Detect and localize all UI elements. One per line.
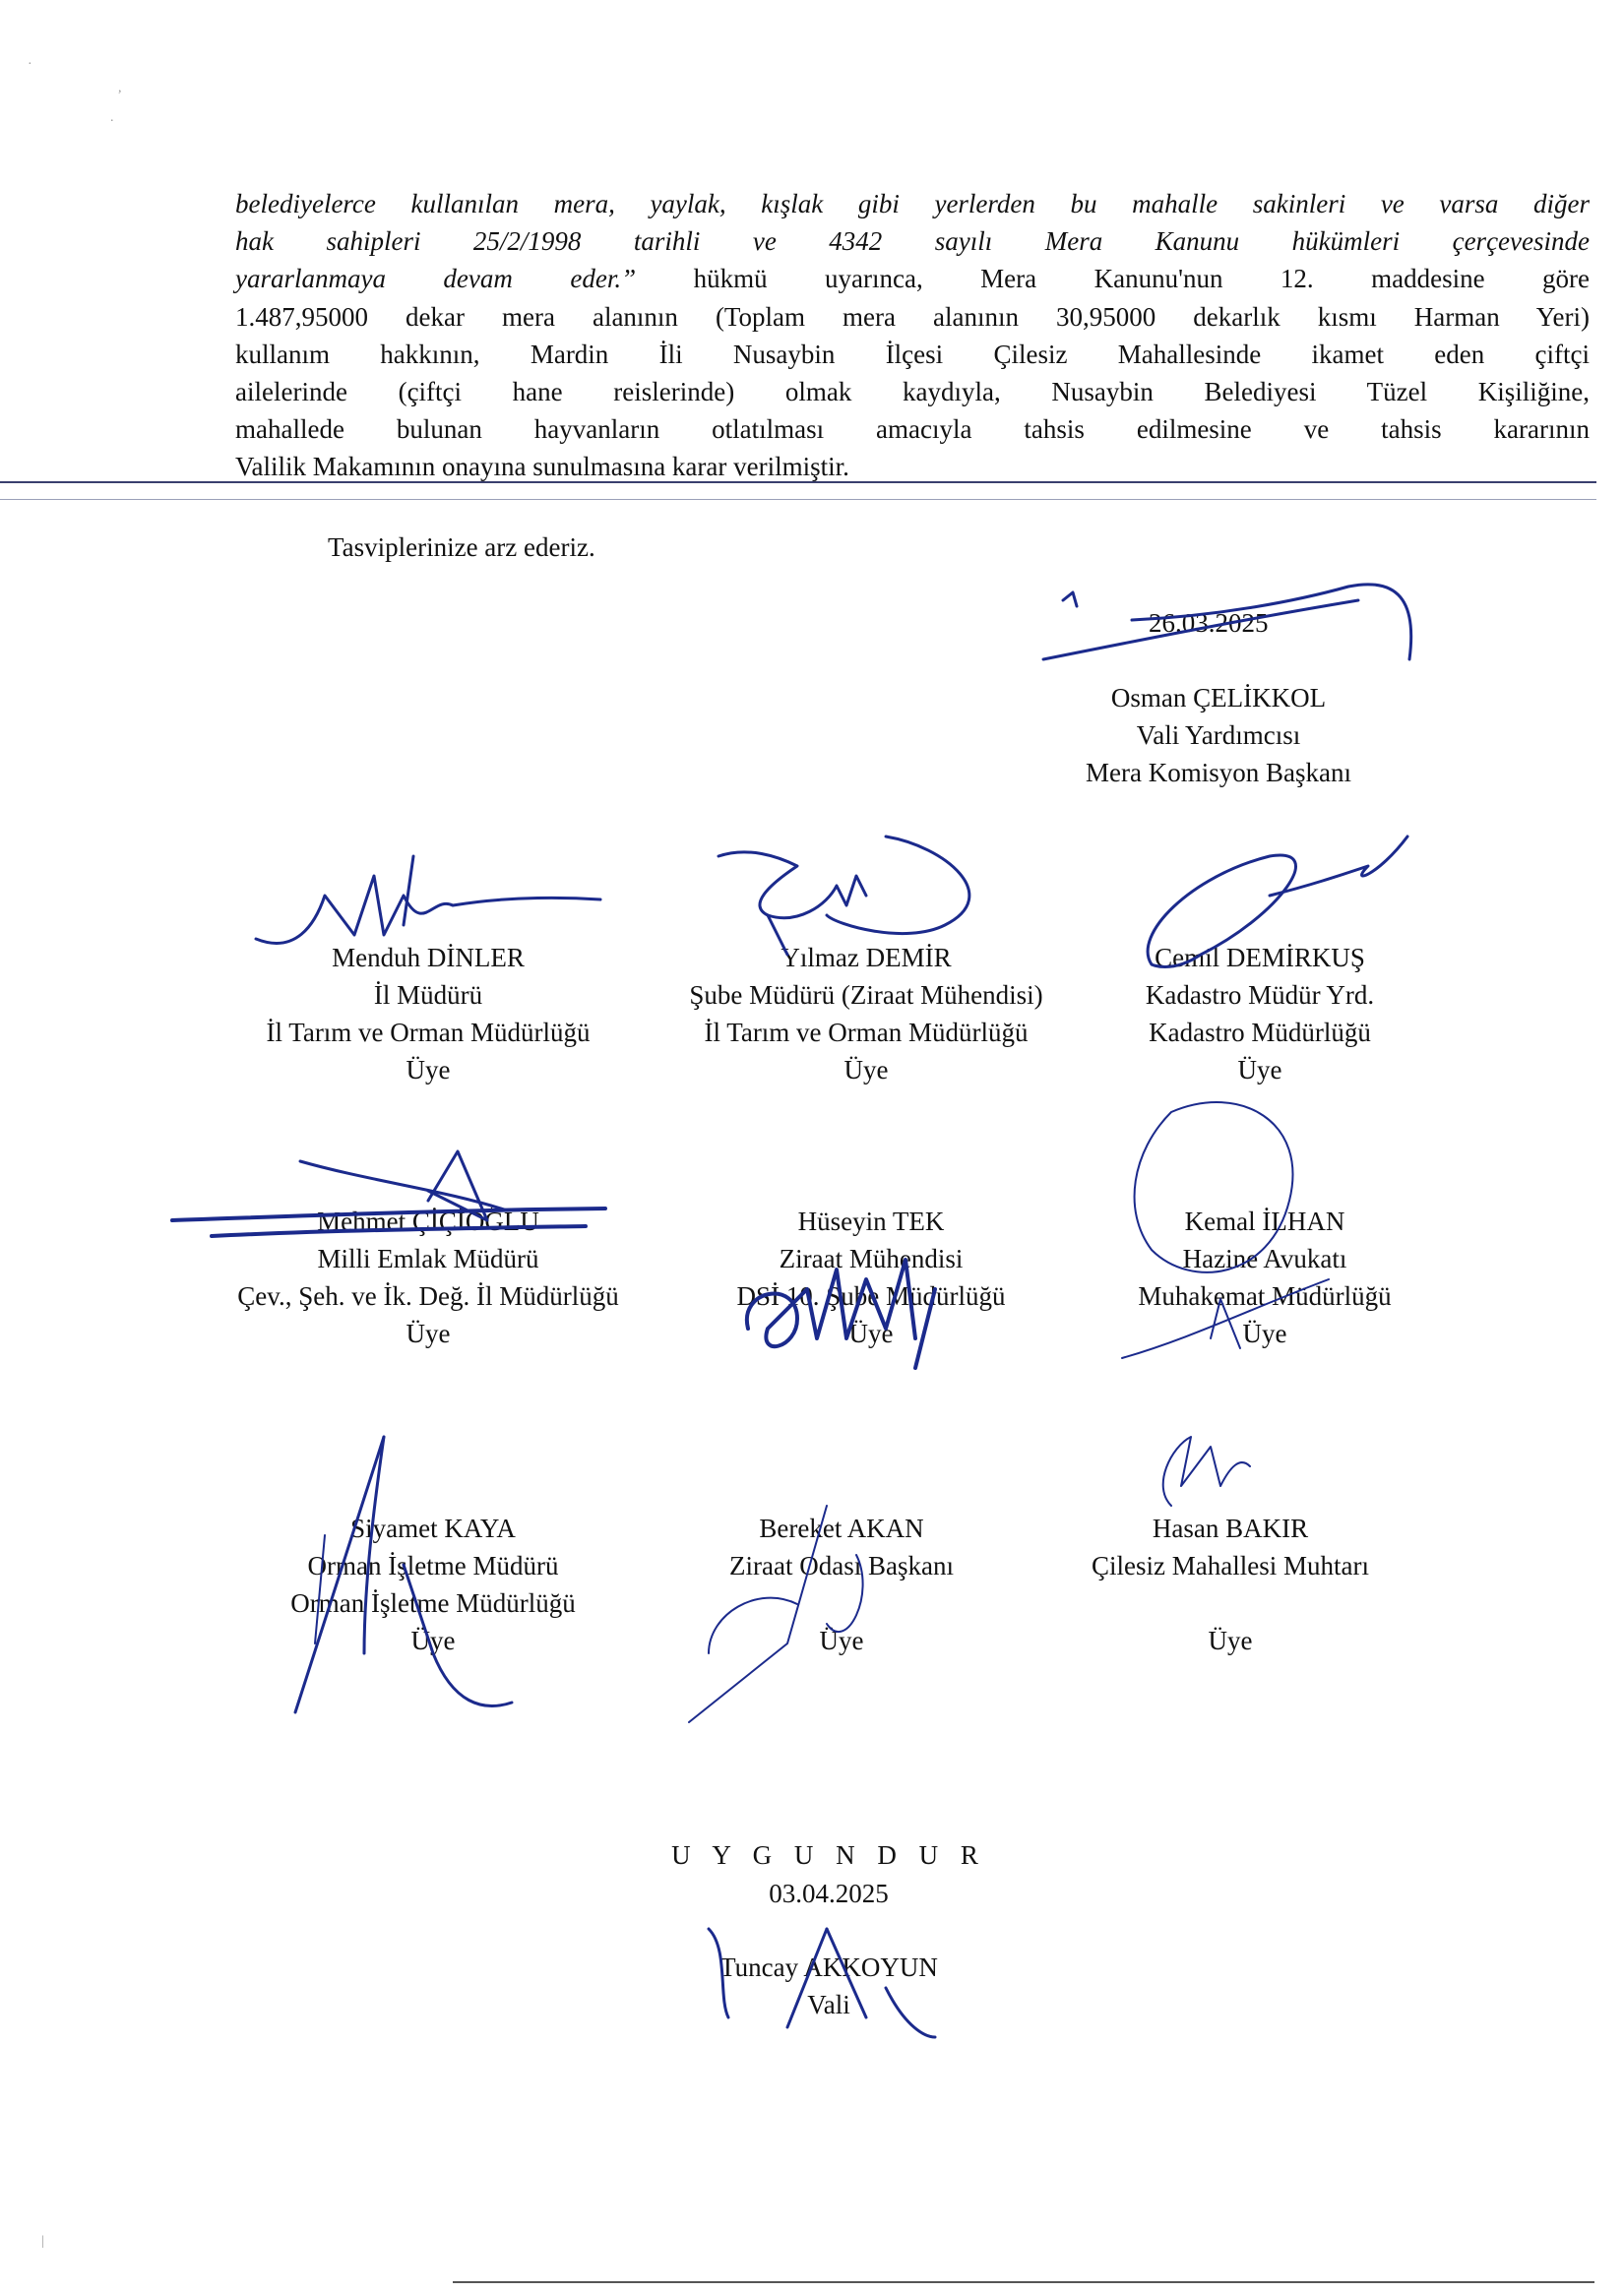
paragraph-line: kullanım hakkının, Mardin İli Nusaybin İlçesi Çilesiz Mahallesinde ikamet eden çiftçi [235,339,1590,369]
member-unit: İl Tarım ve Orman Müdürlüğü [704,1018,1029,1047]
member-name: Kemal İLHAN [1184,1207,1345,1236]
member-unit: İl Tarım ve Orman Müdürlüğü [266,1018,591,1047]
paragraph-italic-part: yararlanmaya devam eder.” [235,264,637,294]
member-block [689,1203,1053,1352]
paragraph-line: hak sahipleri 25/2/1998 tarihli ve 4342 sayılı Mera Kanunu hükümleri çerçevesinde [235,226,1590,257]
member-name: Mehmet ÇİÇİOĞLU [317,1207,539,1236]
scan-speck: · [28,57,32,72]
closing-text: Tasviplerinize arz ederiz. [328,532,595,562]
paragraph-rest-part: hükmü uyarınca, Mera Kanunu'nun 12. maddesine göre [636,264,1590,294]
chair-title: Vali Yardımcısı [1136,720,1301,750]
member-name: Yılmaz DEMİR [781,943,952,972]
chair-name: Osman ÇELİKKOL [1110,683,1327,713]
member-block [177,1203,679,1352]
chair-date: 26.03.2025 [1149,608,1269,638]
approval-label: U Y G U N D U R [671,1840,986,1870]
member-name: Menduh DİNLER [332,943,525,972]
member-role: Üye [1237,1055,1282,1085]
divider-line [0,499,1596,500]
member-title: Hazine Avukatı [1182,1244,1347,1273]
member-role: Üye [410,1626,456,1655]
member-title: Ziraat Mühendisi [779,1244,964,1273]
approval-date: 03.04.2025 [769,1879,889,1908]
paragraph-line: 1.487,95000 dekar mera alanının (Toplam mera alanının 30,95000 dekarlık kısmı Harman Yeri) [235,301,1590,332]
member-role: Üye [819,1626,864,1655]
member-title: Şube Müdürü (Ziraat Mühendisi) [689,980,1043,1010]
member-signature [256,837,610,955]
member-name: Hasan BAKIR [1152,1514,1309,1543]
member-role: Üye [848,1319,894,1348]
member-role: Üye [843,1055,889,1085]
member-title: İl Müdürü [373,980,483,1010]
paragraph-line: mahallede bulunan hayvanların otlatılması amacıyla tahsis edilmesine ve tahsis kararının [235,414,1590,445]
approval-title: Vali [807,1990,850,2019]
paragraph-line: belediyelerce kullanılan mera, yaylak, kışlak gibi yerlerden bu mahalle sakinleri ve varsa diğer [235,189,1590,218]
approval-block [661,1949,996,2023]
member-title: Milli Emlak Müdürü [317,1244,539,1273]
member-title: Çilesiz Mahallesi Muhtarı [1092,1551,1369,1580]
bottom-rule [453,2281,1594,2283]
member-role: Üye [406,1319,451,1348]
member-title: Kadastro Müdür Yrd. [1145,980,1375,1010]
member-block [1093,939,1427,1088]
member-block [650,939,1083,1088]
divider-line [0,481,1596,483]
member-name: Bereket AKAN [759,1514,924,1543]
decision-paragraph [235,185,1590,486]
member-title: Ziraat Odası Başkanı [729,1551,954,1580]
chair-role: Mera Komisyon Başkanı [1086,758,1351,787]
member-name: Siyamet KAYA [350,1514,516,1543]
member-role: Üye [1208,1626,1253,1655]
paragraph-line: Valilik Makamının onayına sunulmasına karar verilmiştir. [235,452,849,482]
approval-name: Tuncay AKKOYUN [719,1952,938,1982]
member-title: Orman İşletme Müdürü [307,1551,559,1580]
paragraph-line: ailelerinde (çiftçi hane reislerinde) olmak kaydıyla, Nusaybin Belediyesi Tüzel Kişiliğine, [235,377,1590,407]
member-signature [1142,1427,1260,1516]
member-unit: DSİ 10. Şube Müdürlüğü [736,1281,1006,1311]
member-unit: Muhakemat Müdürlüğü [1138,1281,1392,1311]
member-role: Üye [406,1055,451,1085]
paragraph-line [235,260,1590,297]
member-unit: Orman İşletme Müdürlüğü [290,1588,576,1618]
member-unit: Çev., Şeh. ve İk. Değ. İl Müdürlüğü [237,1281,619,1311]
member-unit: Kadastro Müdürlüğü [1149,1018,1371,1047]
scan-speck: . [110,110,114,125]
member-name: Cemil DEMİRKUŞ [1155,943,1365,972]
member-block [226,939,630,1088]
scan-speck: , [118,81,122,95]
member-block [1053,1510,1407,1659]
member-name: Hüseyin TEK [797,1207,945,1236]
scan-speck: | [41,2234,44,2249]
member-block [679,1510,1004,1659]
member-role: Üye [1242,1319,1287,1348]
member-block [236,1510,630,1659]
chair-signature-block [1061,679,1376,791]
member-block [1102,1203,1427,1352]
